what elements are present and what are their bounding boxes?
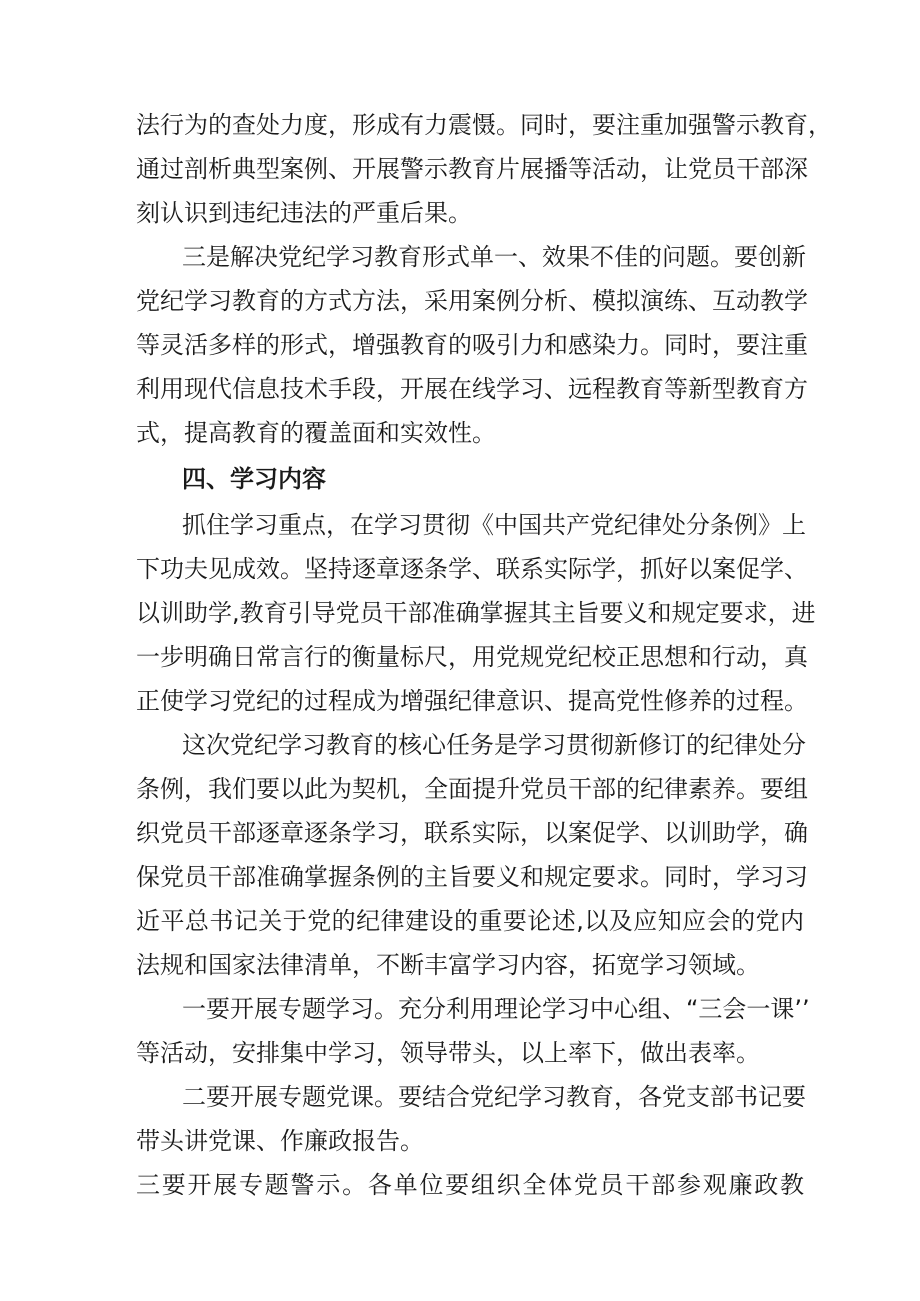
text-line: 织党员干部逐章逐条学习，联系实际，以案促学、以训助学，确 [136,819,808,847]
text-line: 条例，我们要以此为契机，全面提升党员干部的纪律素养。要组 [136,775,808,803]
text-line: 下功夫见成效。坚持逐章逐条学、联系实际学，抓好以案促学、 [136,555,808,583]
text-line: 刻认识到违纪违法的严重后果。 [136,199,472,227]
text-line: 等灵活多样的形式，增强教育的吸引力和感染力。同时，要注重 [136,331,808,359]
text-line: 利用现代信息技术手段，开展在线学习、远程教育等新型教育方 [136,375,808,403]
text-line: 一要开展专题学习。充分利用理论学习中心组、“三会一课’’ [182,995,810,1023]
text-line: 抓住学习重点，在学习贯彻《中国共产党纪律处分条例》上 [182,511,806,539]
text-line: 法规和国家法律清单，不断丰富学习内容，拓宽学习领域。 [136,951,760,979]
section-heading: 四、学习内容 [182,465,326,493]
text-line: 党纪学习教育的方式方法，采用案例分析、模拟演练、互动教学 [136,287,808,315]
text-line: 三是解决党纪学习教育形式单一、效果不佳的问题。要创新 [182,243,806,271]
text-line: 这次党纪学习教育的核心任务是学习贯彻新修订的纪律处分 [182,731,806,759]
text-line: 等活动，安排集中学习，领导带头，以上率下，做出表率。 [136,1039,760,1067]
text-line: 带头讲党课、作廉政报告。 [136,1127,424,1155]
text-line: 通过剖析典型案例、开展警示教育片展播等活动，让党员干部深 [136,155,808,183]
text-line: 近平总书记关于党的纪律建设的重要论述,以及应知应会的党内 [136,907,804,935]
text-line: 以训助学,教育引导党员干部准确掌握其主旨要义和规定要求，进 [136,599,816,627]
text-line: 二要开展专题党课。要结合党纪学习教育，各党支部书记要 [182,1083,806,1111]
text-line: 保党员干部准确掌握条例的主旨要义和规定要求。同时，学习习 [136,863,808,891]
text-line: 正使学习党纪的过程成为增强纪律意识、提高党性修养的过程。 [136,687,808,715]
text-line: 三要开展专题警示。各单位要组织全体党员干部参观廉政教 [136,1171,804,1199]
text-line: 法行为的查处力度，形成有力震慑。同时，要注重加强警示教育， [136,111,832,139]
text-line: 一步明确日常言行的衡量标尺，用党规党纪校正思想和行动，真 [136,643,808,671]
text-line: 式，提高教育的覆盖面和实效性。 [136,419,496,447]
